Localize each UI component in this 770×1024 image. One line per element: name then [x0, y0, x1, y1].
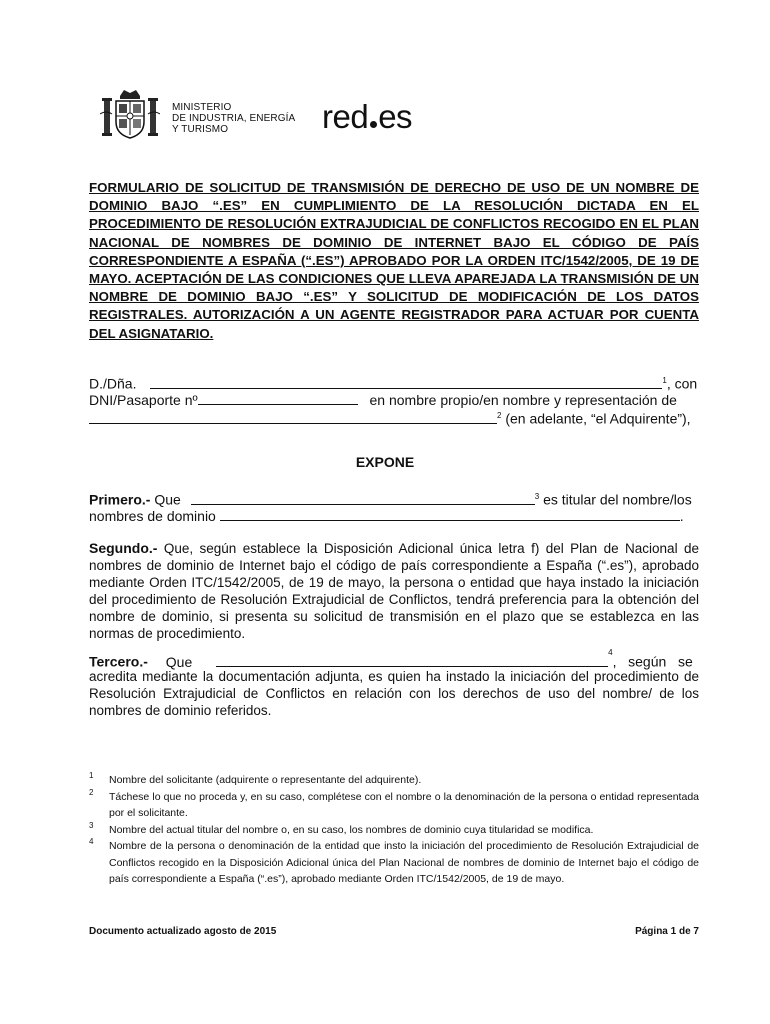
footnote-ref-2: 2: [497, 411, 502, 420]
dona-label: D./Dña.: [89, 375, 137, 392]
ministry-name: [172, 102, 295, 135]
expone-heading: EXPONE: [355, 454, 415, 470]
footer-date: Documento actualizado agosto de 2015: [89, 926, 277, 937]
ministry-line: Y TURISMO: [172, 124, 229, 135]
logo-dot-icon: [370, 121, 377, 128]
initiator-field[interactable]: [216, 652, 608, 667]
footnote-text: Nombre del solicitante (adquirente o representante del adquirente).: [109, 774, 422, 786]
footnote-number: 3: [89, 820, 94, 830]
primero-rest: es titular del nombre/los: [543, 491, 692, 508]
represented-entity-field[interactable]: [89, 409, 497, 424]
tercero-label: Tercero.-: [89, 653, 148, 670]
tercero-segun: , según se: [612, 653, 693, 670]
footnote-text: Nombre de la persona o denominación de la entidad que insto la iniciación del procedimiento de Resolución Extrajudicial de Conflictos recogido en la Disposición Adicional única del Plan Nacional de nombres de dominio de Internet bajo el código de país correspondiente a España (“.es”), aprobado mediante Orden ITC/1542/2005, de 19 de mayo.: [109, 840, 699, 885]
logo-es: es: [378, 98, 413, 135]
intro-line-3: [89, 407, 699, 428]
coat-of-arms-icon: [100, 86, 160, 142]
footnote-ref-4: 4: [608, 648, 613, 657]
domain-names-field[interactable]: [220, 506, 680, 521]
red-es-logo: [322, 98, 412, 136]
primero-que: Que: [154, 491, 181, 508]
logo-red: red: [322, 98, 369, 135]
current-holder-field[interactable]: [191, 490, 535, 505]
adquirente-text: (en adelante, “el Adquirente”),: [505, 410, 691, 427]
con-text: , con: [666, 375, 698, 392]
dni-label: DNI/Pasaporte nº: [89, 392, 198, 408]
footnote-ref-3: 3: [534, 492, 540, 501]
footnotes: [89, 772, 699, 888]
representation-text: en nombre propio/en nombre y representación de: [369, 392, 677, 408]
primero-end: .: [679, 508, 684, 524]
segundo-label: Segundo.-: [89, 540, 158, 556]
segundo-text: Que, según establece la Disposición Adicional única letra f) del Plan de Nacional de nombres de dominio de Internet bajo el código de país correspondiente a España (“.es”), aprobado mediante Orden ITC/1542/2005, de 19 de mayo, la persona o entidad que haya instado la iniciación del procedimiento de Resolución Extrajudicial de Conflictos, tendrá preferencia para la obtención del nombre de dominio, si presenta su solicitud de transmisión en el plazo que se establezca en las normas de procedimiento.: [89, 541, 699, 641]
ministry-line: MINISTERIO: [172, 102, 232, 113]
ministry-line: DE INDUSTRIA, ENERGÍA: [172, 113, 296, 124]
primero-line-2: [89, 506, 699, 525]
primero-domain-label: nombres de dominio: [89, 508, 216, 524]
footnote-number: 1: [89, 771, 94, 780]
dni-field[interactable]: [198, 390, 358, 405]
footnote-ref-1: 1: [662, 376, 667, 385]
footnote-item: [89, 772, 699, 789]
footnote-item: [89, 822, 699, 839]
footnote-number: 2: [89, 787, 94, 797]
footnote-text: Táchese lo que no proceda y, en su caso, complétese con el nombre o la denominación de la persona o entidad representada por el solicitante.: [109, 790, 699, 819]
form-title: FORMULARIO DE SOLICITUD DE TRANSMISIÓN DE DERECHO DE USO DE UN NOMBRE DE DOMINIO BAJO “.ES” EN CUMPLIMIENTO DE LA RESOLUCIÓN DICTADA EN EL PROCEDIMIENTO DE RESOLUCIÓN EXTRAJUDICIAL DE CONFLICTOS RECOGIDO EN EL PLAN NACIONAL DE NOMBRES DE DOMINIO DE INTERNET BAJO EL CÓDIGO DE PAÍS CORRESPONDIENTE A ESPAÑA (“.ES”) APROBADO POR LA ORDEN ITC/1542/2005, DE 19 DE MAYO. ACEPTACIÓN DE LAS CONDICIONES QUE LLEVA APAREJADA LA TRANSMISIÓN DE UN NOMBRE DE DOMINIO BAJO “.ES” Y SOLICITUD DE MODIFICACIÓN DE LOS DATOS REGISTRALES. AUTORIZACIÓN A UN AGENTE REGISTRADOR PARA ACTUAR POR CUENTA DEL ASIGNATARIO.: [89, 180, 699, 341]
name-field[interactable]: [150, 374, 662, 389]
footnote-item: [89, 789, 699, 822]
segundo-paragraph: [89, 540, 699, 642]
tercero-que: Que: [165, 653, 193, 670]
page-number: Página 1 de 7: [635, 926, 699, 937]
tercero-paragraph: acredita mediante la documentación adjunta, es quien ha instado la iniciación del procedimiento de Resolución Extrajudicial de Conflictos en relación con los derechos de uso del nombre/ de los nombres de dominio referidos.: [89, 669, 699, 718]
primero-label: Primero.-: [89, 491, 151, 508]
footnote-number: 4: [89, 837, 94, 846]
footnote-text: Nombre del actual titular del nombre o, en su caso, los nombres de dominio cuya titularidad se modifica.: [109, 823, 594, 836]
footnote-item: [89, 838, 699, 888]
